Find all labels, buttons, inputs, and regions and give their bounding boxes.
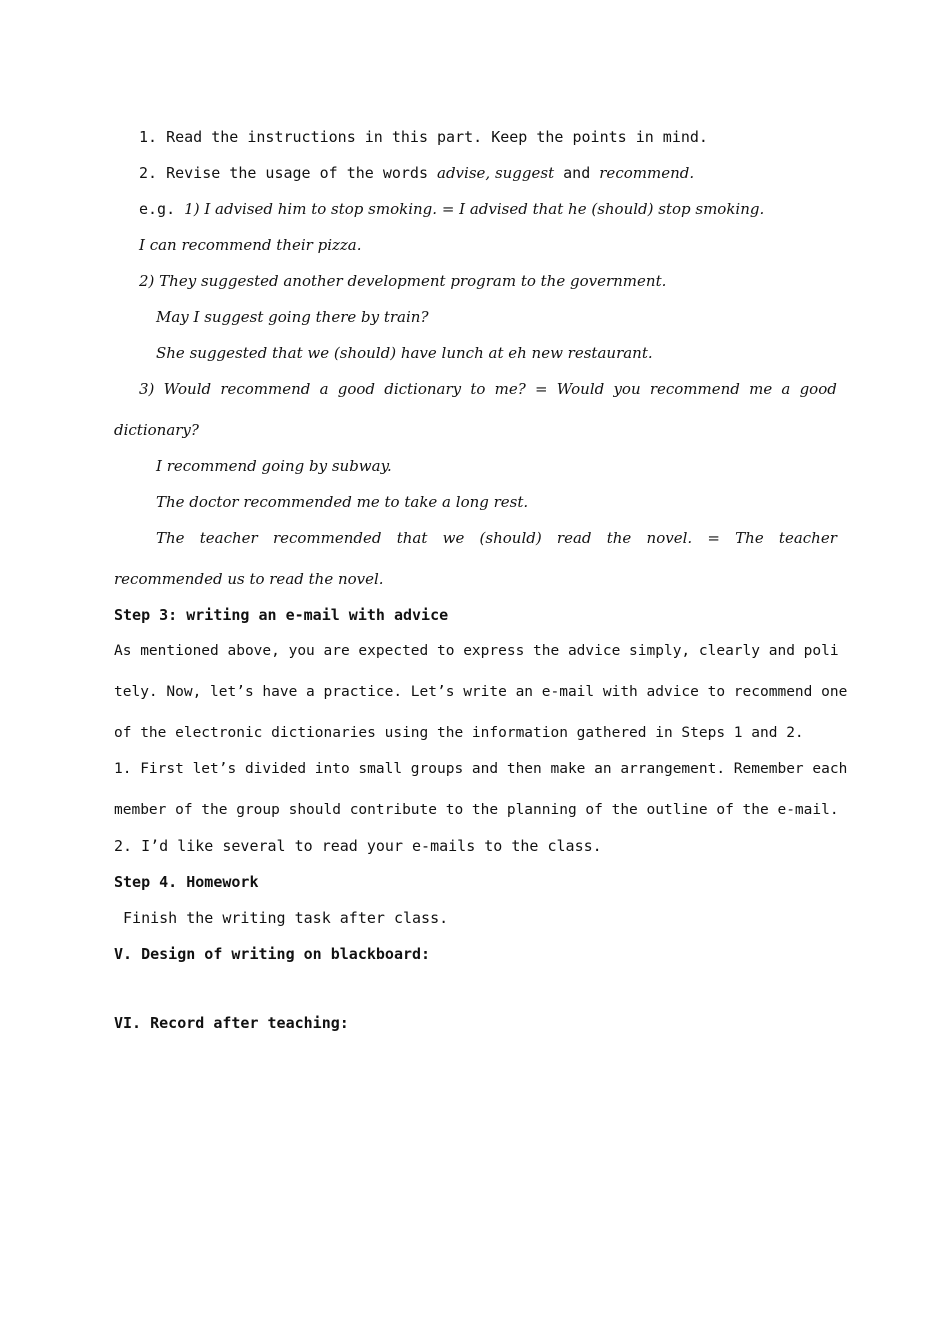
- italic-word: recommend.: [599, 164, 695, 182]
- example-line-3: 2) They suggested another development program to the government.: [139, 272, 667, 290]
- section-v-heading: V. Design of writing on blackboard:: [114, 945, 431, 963]
- paragraph-line: 2. I’d like several to read your e-mails to the class.: [114, 837, 602, 855]
- word: The: [156, 529, 185, 547]
- paragraph-line: As mentioned above, you are expected to express the advice simply, clearly and poli: [114, 643, 839, 659]
- example-prefix: e.g.: [139, 200, 185, 218]
- word: recommend: [649, 380, 740, 398]
- instruction-item-1: 1. Read the instructions in this part. Keep the points in mind.: [139, 128, 708, 146]
- word: good: [337, 380, 376, 398]
- example-line-4: May I suggest going there by train?: [156, 308, 429, 326]
- example-sentence: 1) I advised him to stop smoking. = I advised that he (should) stop smoking.: [184, 200, 765, 218]
- word: good: [799, 380, 837, 398]
- example-line-9: [156, 528, 837, 548]
- instruction-item-2: [139, 163, 863, 183]
- paragraph-line: 1. First let’s divided into small groups and then make an arrangement. Remember each: [114, 761, 848, 777]
- word: 3): [139, 380, 155, 398]
- section-vi-heading: VI. Record after teaching:: [114, 1014, 349, 1032]
- word: me: [749, 380, 773, 398]
- example-line-1: [139, 199, 863, 219]
- text-run: 2. Revise the usage of the words: [139, 164, 438, 182]
- word: a: [781, 380, 791, 398]
- example-line-6-cont: dictionary?: [114, 421, 199, 439]
- italic-words: advise, suggest: [437, 164, 555, 182]
- example-line-2: I can recommend their pizza.: [139, 236, 362, 254]
- word: teacher: [778, 529, 837, 547]
- example-line-6: [139, 379, 837, 399]
- step3-heading: Step 3: writing an e-mail with advice: [114, 606, 449, 624]
- word: we: [442, 529, 465, 547]
- word: to: [470, 380, 486, 398]
- homework-line: Finish the writing task after class.: [114, 909, 449, 927]
- paragraph-line: member of the group should contribute to the planning of the outline of the e-mail.: [114, 802, 839, 818]
- text-run: and: [554, 164, 600, 182]
- word: that: [396, 529, 428, 547]
- word: a: [319, 380, 329, 398]
- word: recommend: [220, 380, 311, 398]
- word: dictionary: [384, 380, 462, 398]
- step4-heading: Step 4. Homework: [114, 873, 259, 891]
- word: read: [556, 529, 592, 547]
- example-line-5: She suggested that we (should) have lunch at eh new restaurant.: [156, 344, 653, 362]
- word: =: [534, 380, 548, 398]
- word: the: [606, 529, 632, 547]
- word: teacher: [199, 529, 258, 547]
- example-line-7: I recommend going by subway.: [156, 457, 392, 475]
- example-line-9-cont: recommended us to read the novel.: [114, 570, 384, 588]
- paragraph-line: tely. Now, let’s have a practice. Let’s write an e-mail with advice to recommend one: [114, 684, 848, 700]
- word: The: [735, 529, 764, 547]
- word: novel.: [646, 529, 693, 547]
- paragraph-line: of the electronic dictionaries using the information gathered in Steps 1 and 2.: [114, 725, 804, 741]
- example-line-8: The doctor recommended me to take a long rest.: [156, 493, 529, 511]
- word: recommended: [272, 529, 382, 547]
- word: (should): [479, 529, 542, 547]
- word: you: [613, 380, 641, 398]
- word: Would: [163, 380, 212, 398]
- word: me?: [494, 380, 526, 398]
- word: =: [707, 529, 720, 547]
- word: Would: [556, 380, 605, 398]
